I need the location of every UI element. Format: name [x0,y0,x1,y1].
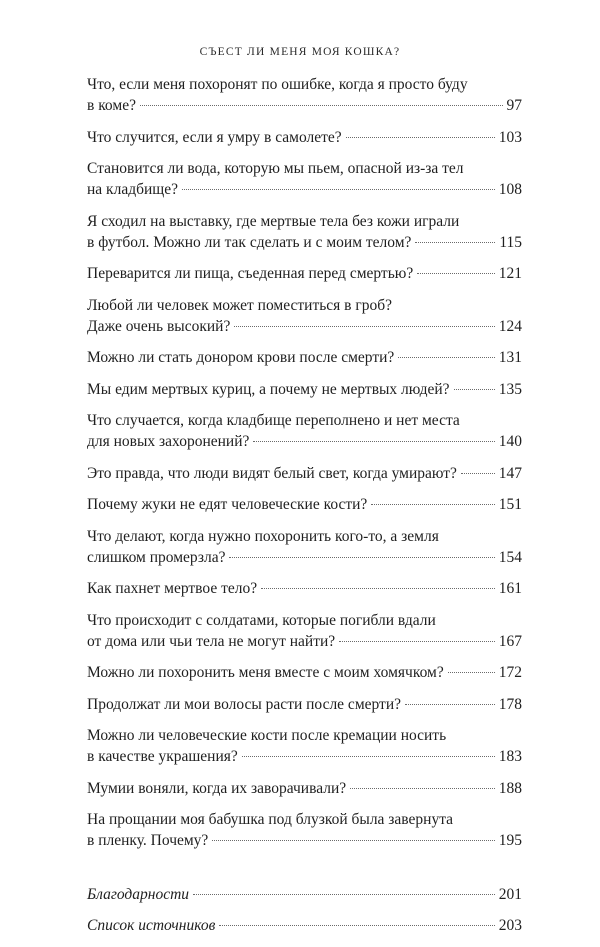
toc-entry[interactable] [87,610,522,652]
toc-entry-title-line2: в футбол. Можно ли так сделать и с моим телом? [87,233,412,251]
dot-leader [461,473,495,474]
toc-entry[interactable] [87,379,522,400]
toc-entry-page: 161 [498,580,522,597]
toc-entry-page: 167 [498,632,522,650]
toc-entry-title-line2: от дома или чьи тела не могут найти? [87,632,336,650]
toc-entry-title-line1: Можно ли человеческие кости после кремации носить [87,727,447,744]
toc-entry[interactable] [87,694,522,715]
toc-entry-title: Продолжат ли мои волосы расти после смерти? [87,695,401,713]
toc-entry[interactable] [87,578,522,599]
dot-leader [454,389,495,390]
toc-entry-title-line2: Даже очень высокий? [87,317,231,335]
toc-entry-title: Почему жуки не едят человеческие кости? [87,496,368,513]
dot-leader [242,756,495,757]
dot-leader [350,788,495,789]
toc-entry-page: 195 [498,832,522,849]
toc-entry-page: 151 [498,496,522,513]
dot-leader [339,641,495,642]
toc-entry[interactable] [87,410,522,452]
toc-entry-title-line2: в пленку. Почему? [87,832,209,849]
toc-entry-title: Как пахнет мертвое тело? [87,580,258,597]
toc-entry[interactable] [87,211,522,253]
toc-entry-title: Переварится ли пища, съеденная перед смертью? [87,265,414,282]
dot-leader [405,704,495,705]
toc-entry-page: 201 [498,885,522,903]
toc-entry-title: Можно ли похоронить меня вместе с моим хомячком? [87,664,444,681]
toc-entry-title-line2: на кладбище? [87,181,178,198]
toc-entry-page: 97 [506,97,522,114]
toc-entry[interactable] [87,725,522,767]
dot-leader [212,840,494,841]
toc-entry-title: Благодарности [87,885,190,903]
dot-leader [415,242,495,243]
toc-entry-title-line1: Любой ли человек может поместиться в гроб? [87,296,392,314]
toc-entry-title: Что случится, если я умру в самолете? [87,128,342,146]
toc-entry-title-line2: слишком промерзла? [87,548,226,566]
toc-entry-title-line1: Что случается, когда кладбище переполнено и нет места [87,412,460,429]
section-spacer [87,862,522,884]
toc-entry-title: Можно ли стать донором крови после смерти? [87,349,395,366]
toc-entry[interactable] [87,347,522,368]
toc-entry-page: 115 [499,233,522,251]
dot-leader [398,357,494,358]
toc-entry-title-line2: в качестве украшения? [87,748,238,765]
dot-leader [219,925,494,926]
toc-entry[interactable] [87,158,522,200]
toc-entry[interactable] [87,295,522,337]
toc-entry-page: 124 [498,317,522,335]
dot-leader [261,588,495,589]
toc-entry[interactable] [87,463,522,484]
toc-entry[interactable] [87,809,522,851]
dot-leader [193,894,495,895]
dot-leader [140,105,503,106]
toc-entry-page: 131 [498,349,522,366]
toc-entry[interactable] [87,494,522,515]
toc-entry-page: 108 [498,181,522,198]
toc-entry-title: Мумии воняли, когда их заворачивали? [87,779,347,797]
toc-entry-title-line1: Я сходил на выставку, где мертвые тела без кожи играли [87,212,460,230]
dot-leader [448,672,495,673]
toc-entry-page: 172 [498,664,522,681]
dot-leader [417,273,495,274]
toc-entry[interactable] [87,778,522,799]
toc-entry-title-line2: для новых захоронений? [87,433,250,450]
toc-entry-title: Список источников [87,917,216,934]
toc-entry[interactable] [87,127,522,148]
toc-entry-page: 183 [498,748,522,765]
dot-leader [371,504,494,505]
toc-entry[interactable] [87,662,522,683]
toc-entry-page: 188 [498,779,522,797]
toc-entry[interactable] [87,263,522,284]
toc-entry-title-line1: Что происходит с солдатами, которые погибли вдали [87,611,436,629]
toc-entry[interactable] [87,526,522,568]
toc-entry-page: 140 [498,433,522,450]
toc-entry-page: 178 [498,695,522,713]
table-of-contents [87,74,522,947]
toc-entry-title: Мы едим мертвых куриц, а почему не мертвых людей? [87,380,450,398]
toc-entry-title-line2: в коме? [87,97,136,114]
dot-leader [253,441,494,442]
toc-entry-page: 147 [498,464,522,482]
toc-entry-title-line1: Что, если меня похоронят по ошибке, когда я просто буду [87,76,468,93]
dot-leader [182,189,495,190]
toc-entry-page: 121 [498,265,522,282]
dot-leader [229,557,494,558]
dot-leader [234,326,494,327]
toc-entry-page: 203 [498,917,522,934]
toc-entry-page: 154 [498,548,522,566]
toc-entry-title-line1: Становится ли вода, которую мы пьем, опасной из-за тел [87,160,464,177]
toc-entry-title: Это правда, что люди видят белый свет, когда умирают? [87,464,457,482]
toc-entry-sources[interactable] [87,915,522,936]
toc-entry-page: 103 [498,128,522,146]
toc-entry-acknowledgements[interactable] [87,884,522,905]
toc-entry-title-line1: Что делают, когда нужно похоронить кого-то, а земля [87,527,439,545]
dot-leader [346,137,495,138]
toc-entry-page: 135 [498,380,522,398]
running-header: СЪЕСТ ЛИ МЕНЯ МОЯ КОШКА? [199,46,401,58]
toc-entry[interactable] [87,74,522,116]
toc-entry-title-line1: На прощании моя бабушка под блузкой была завернута [87,811,454,828]
